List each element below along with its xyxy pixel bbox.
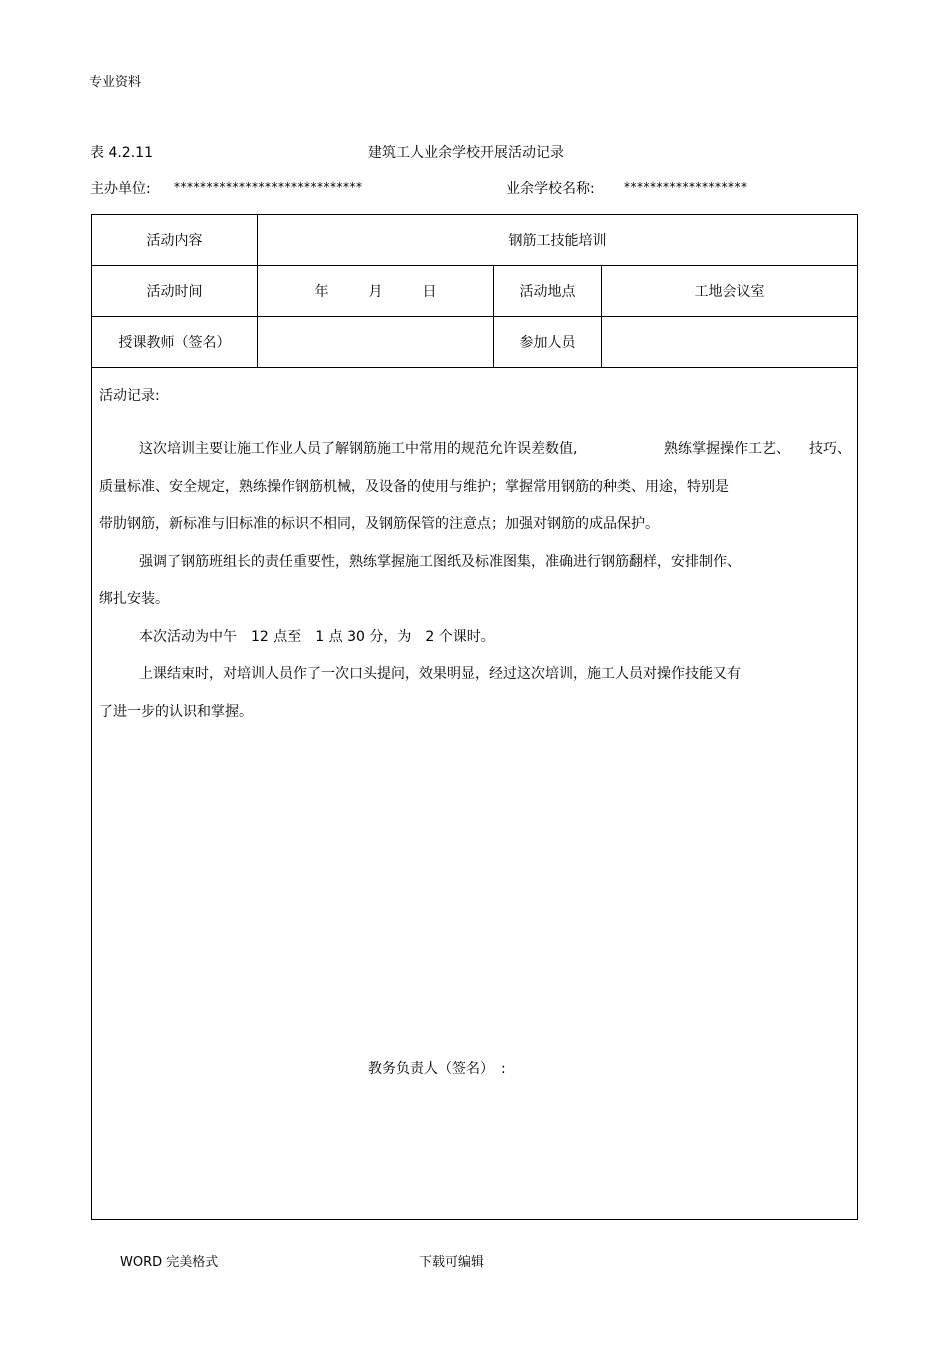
record-line: 本次活动为中午 12 点至 1 点 30 分，为 2 个课时。	[139, 628, 495, 645]
teacher-label: 授课教师（签名）	[118, 335, 231, 351]
footer-left: WORD 完美格式	[120, 1255, 219, 1270]
participants-value	[602, 317, 857, 367]
date-month: 月	[368, 284, 383, 300]
footer-right: 下载可编辑	[419, 1255, 485, 1270]
record-line	[99, 431, 741, 469]
record-line: 质量标准、安全规定，熟练操作钢筋机械，及设备的使用与维护；掌握常用钢筋的种类、用途，特别是	[99, 478, 729, 495]
record-line: 了进一步的认识和掌握。	[99, 703, 253, 720]
school-name-label: 业余学校名称:	[506, 181, 595, 197]
row-divider	[91, 367, 858, 368]
record-line: 强调了钢筋班组长的责任重要性，熟练掌握施工图纸及标准图集，准确进行钢筋翻样，安排制作、	[139, 553, 741, 570]
academic-signer-label: 教务负责人（签名） :	[368, 1061, 506, 1077]
corner-label: 专业资料	[89, 75, 142, 90]
date-year: 年	[314, 284, 329, 300]
content-value: 钢筋工技能培训	[508, 233, 607, 249]
place-value: 工地会议室	[694, 284, 765, 300]
table-number: 表 4.2.11	[90, 145, 153, 161]
record-line: 绑扎安装。	[99, 591, 169, 607]
record-text: 这次培训主要让施工作业人员了解钢筋施工中常用的规范允许误差数值,	[139, 441, 578, 457]
content-label: 活动内容	[146, 233, 203, 249]
place-label: 活动地点	[519, 284, 576, 300]
date-field	[258, 266, 493, 316]
time-label: 活动时间	[146, 284, 203, 300]
record-line: 上课结束时，对培训人员作了一次口头提问，效果明显，经过这次培训，施工人员对操作技能又有	[139, 666, 741, 682]
record-text: 技巧、	[809, 441, 851, 457]
teacher-signature-field	[258, 317, 493, 367]
school-name-value: *******************	[624, 180, 748, 194]
document-title: 建筑工人业余学校开展活动记录	[368, 145, 564, 161]
date-day: 日	[422, 284, 437, 300]
record-body	[99, 431, 741, 731]
participants-label: 参加人员	[519, 335, 576, 351]
record-line: 带肋钢筋，新标准与旧标准的标识不相同，及钢筋保管的注意点；加强对钢筋的成品保护。	[99, 516, 659, 532]
organizer-label: 主办单位:	[90, 181, 151, 197]
record-text: 熟练掌握操作工艺、	[664, 441, 790, 457]
organizer-value: *****************************	[174, 180, 363, 194]
record-label: 活动记录:	[99, 388, 160, 404]
